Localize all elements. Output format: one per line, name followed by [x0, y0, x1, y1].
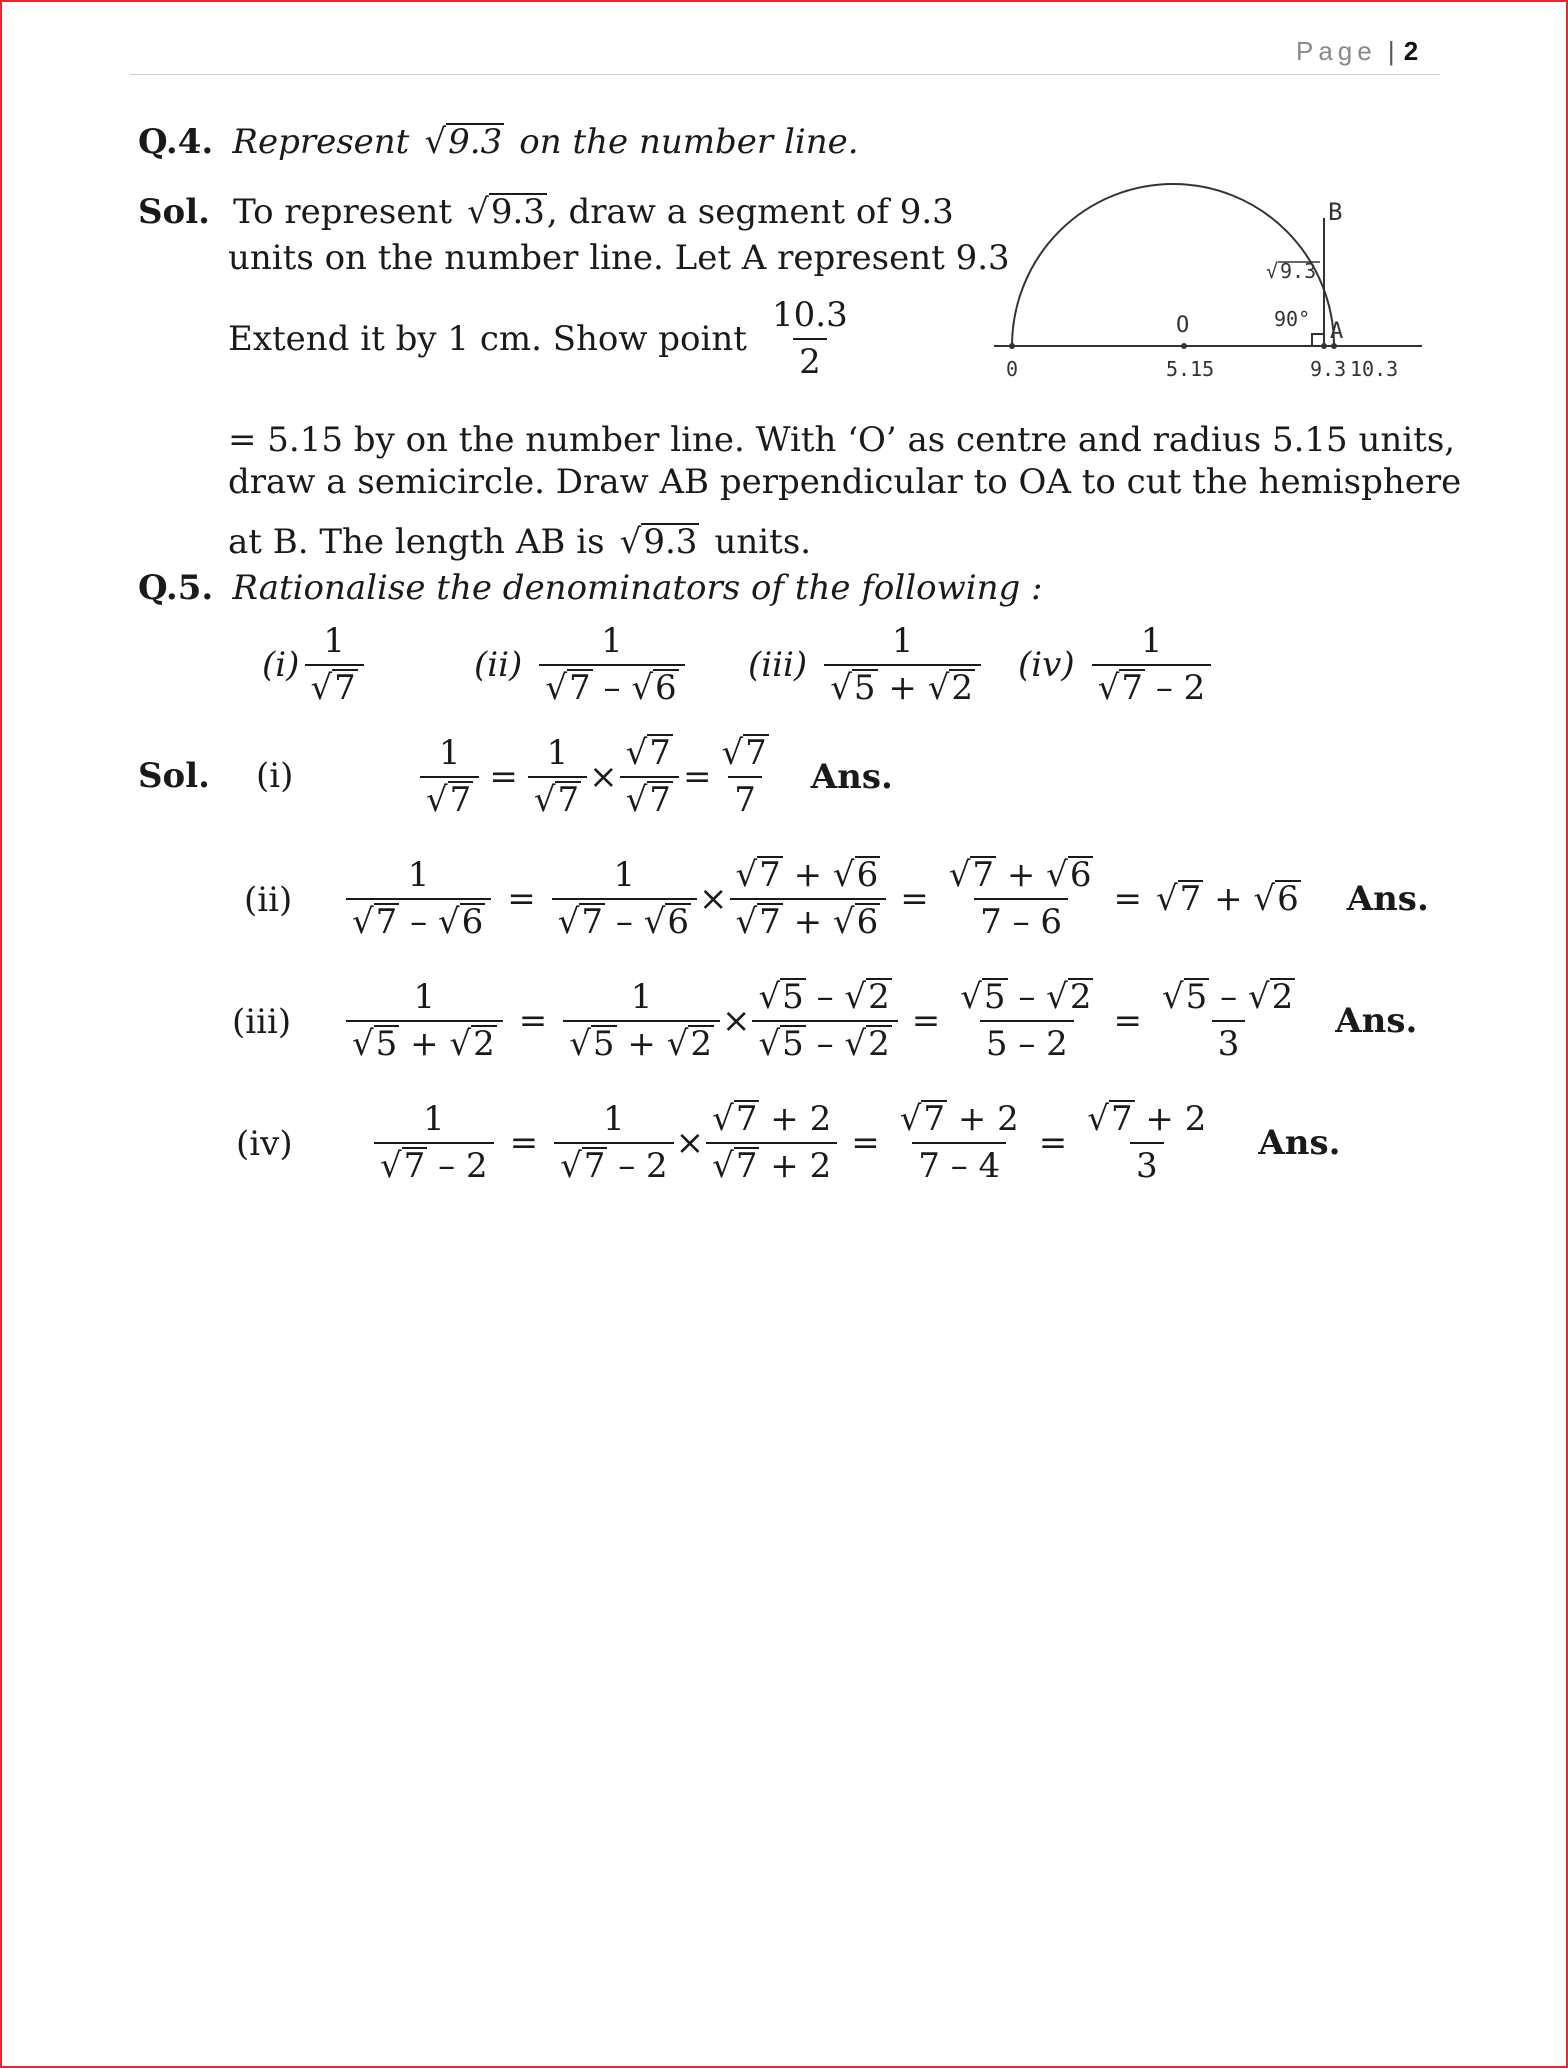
q4-frac-num: 10.3 — [772, 295, 848, 335]
sol-frac — [954, 978, 1099, 1064]
num: 1 — [407, 855, 430, 895]
q4-line1-sqrt-value: 9.3 — [490, 192, 545, 232]
den: 5 – 2 — [980, 1020, 1074, 1064]
sol-frac — [1081, 1100, 1212, 1186]
sol-frac — [554, 1100, 674, 1186]
frac-den: √5 + √2 — [824, 664, 981, 708]
plain: 2 — [997, 1099, 1019, 1139]
den: √7 — [528, 776, 587, 820]
rad: 2 — [1271, 977, 1294, 1017]
q5-part-frac — [305, 622, 364, 708]
tick-label-515: 5.15 — [1166, 357, 1215, 381]
frac-den: √7 — [305, 664, 364, 708]
sol-frac — [1156, 978, 1301, 1064]
sol-frac — [563, 978, 720, 1064]
rad: 7 — [583, 1146, 606, 1187]
q5-part-iv — [1018, 622, 1211, 708]
sol-i-label: (i) — [256, 756, 294, 796]
ans-label: Ans. — [1346, 879, 1429, 920]
q5-sol-label: Sol. — [138, 756, 210, 796]
rad: 7 — [375, 902, 398, 943]
num: 1 — [438, 733, 461, 773]
equals: = — [682, 757, 712, 798]
rad: 7 — [745, 733, 767, 773]
rad: 7 — [581, 902, 604, 943]
sol-iv-equation — [374, 1100, 1340, 1186]
rad: 7 — [923, 1099, 946, 1139]
plain: 2 — [1183, 668, 1206, 709]
q4-line4: = 5.15 by on the number line. With ‘O’ as centre and radius 5.15 units, — [228, 420, 1456, 460]
den: √7 — [620, 776, 679, 820]
rad: 7 — [1121, 668, 1144, 709]
label-b: B — [1328, 198, 1343, 226]
rad: 2 — [1069, 977, 1092, 1017]
rad: 2 — [868, 1024, 890, 1065]
rad: 5 — [782, 1024, 804, 1065]
rad: 6 — [461, 902, 484, 943]
rad: 7 — [449, 780, 472, 821]
rad: 7 — [972, 855, 995, 895]
den: √7 — [420, 776, 479, 820]
q4-line6-pre: at B. The length AB is — [228, 522, 605, 562]
q5-part-frac — [539, 622, 684, 708]
q5-part-label: (iii) — [748, 645, 808, 686]
den: √7 – 2 — [554, 1142, 674, 1186]
sol-iii-equation — [346, 978, 1417, 1064]
q4-label: Q.4. — [138, 122, 214, 162]
sol-iv-label: (iv) — [236, 1124, 293, 1164]
times: × — [675, 1123, 705, 1164]
num: 1 — [613, 855, 636, 895]
rad: 6 — [1277, 879, 1299, 920]
den: √5 + √2 — [563, 1020, 720, 1064]
rad: 2 — [473, 1024, 495, 1065]
rad: 2 — [951, 668, 973, 709]
num: √5 – √2 — [758, 977, 890, 1017]
sol-frac — [346, 856, 491, 942]
rad: 6 — [856, 855, 879, 895]
q4-line2: units on the number line. Let A represent 9.3 — [228, 238, 1010, 278]
q4-sol-line1 — [138, 192, 954, 232]
q5-question — [138, 568, 1043, 608]
den: √7 + 2 — [706, 1142, 837, 1186]
rad: 7 — [735, 1099, 758, 1139]
sol-frac — [894, 1100, 1025, 1186]
q4-line3-text: Extend it by 1 cm. Show point — [228, 319, 747, 360]
den: √5 + √2 — [346, 1020, 503, 1064]
label-a: A — [1330, 319, 1344, 344]
q4-line6-sqrt: √9.3 — [619, 522, 698, 562]
label-o: O — [1176, 313, 1190, 338]
q4-line1-post: , draw a segment of 9.3 — [546, 192, 954, 232]
point-zero — [1009, 343, 1015, 349]
times: × — [589, 757, 618, 798]
num: √7 — [625, 733, 671, 773]
ans-label: Ans. — [810, 757, 893, 798]
rad: 7 — [649, 780, 671, 821]
rad: 7 — [1110, 1099, 1133, 1139]
page-number: 2 — [1403, 36, 1419, 66]
page-label: Page — [1296, 36, 1377, 66]
rad: 5 — [592, 1024, 615, 1065]
label-sqrt-symbol: √ — [1266, 259, 1279, 283]
op: + — [888, 668, 917, 709]
sol-ii-label: (ii) — [244, 880, 293, 920]
rad: 7 — [569, 668, 591, 709]
sol-iii-label: (iii) — [232, 1002, 292, 1042]
equals: = — [509, 1123, 539, 1164]
num: 1 — [413, 977, 436, 1017]
sol-frac — [346, 978, 503, 1064]
q4-sqrt: √9.3 — [424, 122, 503, 162]
sol-ii-equation — [346, 856, 1429, 942]
q4-line1-pre: To represent — [233, 192, 453, 232]
tick-label-103: 10.3 — [1350, 357, 1399, 381]
q4-frac — [766, 296, 854, 382]
equals: = — [489, 757, 518, 798]
den: √5 – √2 — [752, 1020, 897, 1064]
den: 7 – 6 — [974, 898, 1068, 942]
frac-den: √7 – 2 — [1092, 664, 1212, 708]
num: √7 — [721, 733, 767, 773]
frac-num: 1 — [1140, 621, 1163, 661]
den: 7 — [728, 776, 762, 820]
op: – — [603, 668, 621, 709]
rad: 5 — [853, 668, 876, 709]
equals: = — [911, 1001, 941, 1042]
den: 3 — [1130, 1142, 1164, 1186]
header-rule — [130, 74, 1440, 75]
label-angle: 90° — [1274, 307, 1311, 331]
q4-line6 — [228, 522, 811, 562]
num: 1 — [422, 1099, 445, 1139]
rad: 6 — [667, 902, 689, 943]
label-sqrt-value: 9.3 — [1280, 259, 1317, 283]
sol-frac — [730, 856, 887, 942]
sol-ii-result: √7 + √6 — [1155, 879, 1299, 920]
sol-frac — [706, 1100, 837, 1186]
rad: 5 — [782, 977, 804, 1017]
page-separator: | — [1387, 36, 1395, 66]
rad: 7 — [759, 902, 781, 943]
tick-label-0: 0 — [1006, 357, 1019, 381]
q5-part-label: (i) — [262, 645, 300, 686]
rad: 7 — [735, 1146, 758, 1187]
rad: 6 — [856, 902, 879, 943]
equals: = — [1038, 1123, 1068, 1164]
rad: 5 — [1185, 977, 1208, 1017]
plain: 2 — [809, 1146, 832, 1187]
equals: = — [1113, 879, 1142, 920]
num: √7 + √6 — [735, 855, 879, 895]
times: × — [699, 879, 728, 920]
plain: 2 — [465, 1146, 488, 1187]
times: × — [721, 1001, 751, 1042]
q4-line6-post: units. — [714, 522, 812, 562]
sol-frac — [943, 856, 1100, 942]
den: √7 – 2 — [374, 1142, 494, 1186]
num: √7 + √6 — [948, 855, 1092, 895]
rad: 5 — [983, 977, 1006, 1017]
sol-frac — [715, 734, 774, 820]
q4-line1-sqrt: √9.3 — [467, 192, 545, 232]
q5-label: Q.5. — [138, 568, 214, 608]
sol-frac — [620, 734, 679, 820]
rad: 2 — [690, 1024, 712, 1065]
equals: = — [900, 879, 929, 920]
q4-sqrt-value: 9.3 — [448, 122, 503, 162]
q5-part-iii — [748, 622, 981, 708]
q4-line6-sqrt-value: 9.3 — [643, 522, 698, 562]
sol-frac — [752, 978, 897, 1064]
q5-part-frac — [1092, 622, 1212, 708]
page-header — [1296, 36, 1418, 67]
q4-text-pre: Represent — [232, 122, 410, 162]
q5-part-label: (iv) — [1018, 645, 1075, 686]
rad: 7 — [759, 855, 781, 895]
ans-label: Ans. — [1258, 1123, 1341, 1164]
sol-frac — [528, 734, 587, 820]
equals: = — [507, 879, 536, 920]
num: √7 + 2 — [1087, 1099, 1207, 1139]
den: √7 – √6 — [552, 898, 697, 942]
rad: 7 — [1179, 879, 1202, 920]
semicircle-figure — [990, 130, 1430, 390]
frac-num: 1 — [323, 621, 345, 661]
q5-part-ii — [474, 622, 685, 708]
num: 1 — [630, 977, 653, 1017]
num: √7 + 2 — [899, 1099, 1019, 1139]
rad: 2 — [868, 977, 890, 1017]
rad: 7 — [334, 668, 356, 709]
plain: 2 — [1184, 1099, 1207, 1139]
q4-text-post: on the number line. — [519, 122, 859, 162]
den: 7 – 4 — [912, 1142, 1006, 1186]
plain: 2 — [646, 1146, 668, 1187]
q5-part-frac — [824, 622, 981, 708]
sol-i-equation — [420, 734, 893, 820]
num: 1 — [546, 733, 569, 773]
sol-frac — [420, 734, 479, 820]
rad: 7 — [557, 780, 580, 821]
q4-question — [138, 122, 859, 162]
plain: 2 — [809, 1099, 832, 1139]
rad: 7 — [403, 1146, 426, 1187]
equals: = — [518, 1001, 548, 1042]
sol-frac — [374, 1100, 494, 1186]
rad: 7 — [649, 733, 671, 773]
q5-part-i — [262, 622, 364, 708]
q5-part-label: (ii) — [474, 645, 523, 686]
frac-num: 1 — [601, 621, 623, 661]
num: 1 — [603, 1099, 625, 1139]
den: √7 + √6 — [730, 898, 887, 942]
frac-num: 1 — [891, 621, 914, 661]
equals: = — [851, 1123, 880, 1164]
q4-line3 — [228, 296, 854, 382]
ans-label: Ans. — [1335, 1001, 1418, 1042]
num: √5 – √2 — [960, 977, 1092, 1017]
den: √7 – √6 — [346, 898, 491, 942]
op: – — [1155, 668, 1173, 709]
tick-label-93: 9.3 — [1310, 357, 1347, 381]
point-o — [1181, 343, 1187, 349]
q4-line5: draw a semicircle. Draw AB perpendicular to OA to cut the hemisphere — [228, 462, 1462, 502]
equals: = — [1113, 1001, 1142, 1042]
q4-sol-label: Sol. — [138, 192, 210, 232]
point-a — [1321, 343, 1327, 349]
rad: 5 — [375, 1024, 398, 1065]
rad: 6 — [1069, 855, 1092, 895]
num: √7 + 2 — [712, 1099, 832, 1139]
sol-frac — [552, 856, 697, 942]
frac-den: √7 – √6 — [539, 664, 684, 708]
q4-frac-den: 2 — [793, 338, 827, 382]
rad: 6 — [654, 668, 677, 709]
num: √5 – √2 — [1161, 977, 1294, 1017]
den: 3 — [1212, 1020, 1246, 1064]
q5-text: Rationalise the denominators of the following : — [232, 568, 1043, 608]
